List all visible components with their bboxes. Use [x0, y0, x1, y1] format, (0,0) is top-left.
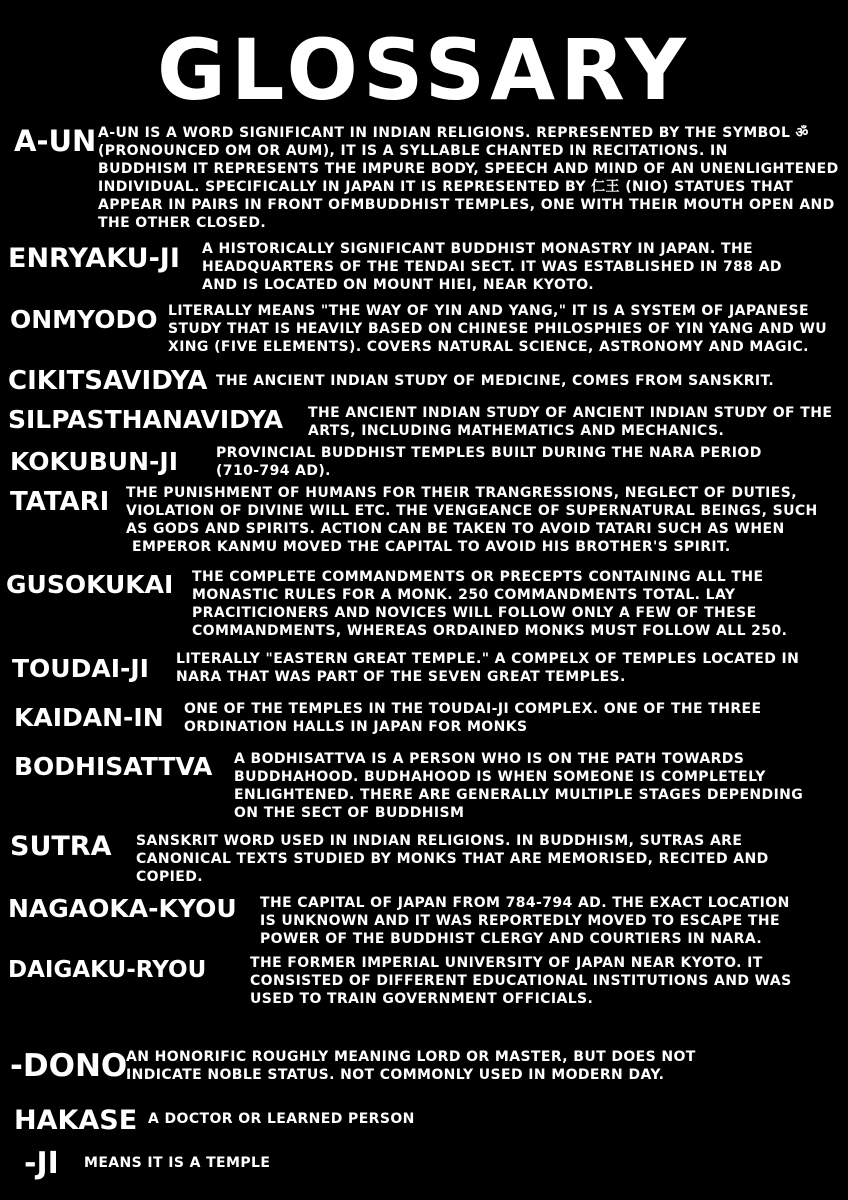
definition-line: PROVINCIAL BUDDHIST TEMPLES BUILT DURING THE NARA PERIOD: [216, 445, 762, 461]
definition-line: NARA THAT WAS PART OF THE SEVEN GREAT TEMPLES.: [176, 669, 626, 685]
definition-line: THE CAPITAL OF JAPAN FROM 784-794 AD. THE EXACT LOCATION: [260, 895, 790, 911]
entry-term: DAIGAKU-RYOU: [8, 957, 207, 983]
definition-line: COPIED.: [136, 869, 203, 885]
definition-line: AS GODS AND SPIRITS. ACTION CAN BE TAKEN TO AVOID TATARI SUCH AS WHEN: [126, 521, 785, 537]
entry-term: ENRYAKU-JI: [8, 243, 180, 274]
definition-line: INDIVIDUAL. SPECIFICALLY IN JAPAN IT IS REPRESENTED BY 仁王 (NIO) STATUES THAT: [98, 179, 794, 195]
definition-line: APPEAR IN PAIRS IN FRONT OFMBUDDHIST TEMPLES, ONE WITH THEIR MOUTH OPEN AND: [98, 197, 835, 213]
definition-line: ORDINATION HALLS IN JAPAN FOR MONKS: [184, 719, 528, 735]
definition-line: LITERALLY "EASTERN GREAT TEMPLE." A COMPELX OF TEMPLES LOCATED IN: [176, 651, 800, 667]
definition-line: ENLIGHTENED. THERE ARE GENERALLY MULTIPLE STAGES DEPENDING: [234, 787, 804, 803]
definition-line: A HISTORICALLY SIGNIFICANT BUDDHIST MONASTRY IN JAPAN. THE: [202, 241, 754, 257]
definition-line: (PRONOUNCED OM OR AUM), IT IS A SYLLABLE CHANTED IN RECITATIONS. IN: [98, 143, 728, 159]
definition-line: A-UN IS A WORD SIGNIFICANT IN INDIAN RELIGIONS. REPRESENTED BY THE SYMBOL ॐ: [98, 125, 809, 141]
definition-line: SANSKRIT WORD USED IN INDIAN RELIGIONS. IN BUDDHISM, SUTRAS ARE: [136, 833, 743, 849]
definition-line: AND IS LOCATED ON MOUNT HIEI, NEAR KYOTO.: [202, 277, 594, 293]
definition-line: CANONICAL TEXTS STUDIED BY MONKS THAT ARE MEMORISED, RECITED AND: [136, 851, 769, 867]
definition-line: BUDDHISM IT REPRESENTS THE IMPURE BODY, SPEECH AND MIND OF AN UNENLIGHTENED: [98, 161, 839, 177]
definition-line: THE ANCIENT INDIAN STUDY OF ANCIENT INDIAN STUDY OF THE: [308, 405, 833, 421]
entry-definition: [234, 750, 803, 822]
definition-line: STUDY THAT IS HEAVILY BASED ON CHINESE PHILOSPHIES OF YIN YANG AND WU: [168, 321, 828, 337]
definition-line: EMPEROR KANMU MOVED THE CAPITAL TO AVOID HIS BROTHER'S SPIRIT.: [132, 539, 731, 555]
entry-term: TOUDAI-JI: [12, 654, 149, 683]
definition-line: HEADQUARTERS OF THE TENDAI SECT. IT WAS ESTABLISHED IN 788 AD: [202, 259, 782, 275]
entry-definition: [192, 568, 787, 640]
definition-line: ARTS, INCLUDING MATHEMATICS AND MECHANICS.: [308, 423, 725, 439]
definition-line: INDICATE NOBLE STATUS. NOT COMMONLY USED IN MODERN DAY.: [126, 1067, 665, 1083]
definition-line: ONE OF THE TEMPLES IN THE TOUDAI-JI COMPLEX. ONE OF THE THREE: [184, 701, 762, 717]
entry-definition: [126, 484, 818, 556]
definition-line: MEANS IT IS A TEMPLE: [84, 1155, 271, 1171]
definition-line: THE OTHER CLOSED.: [98, 215, 267, 231]
entry-definition: [176, 650, 799, 686]
definition-line: BUDDHAHOOD. BUDHAHOOD IS WHEN SOMEONE IS COMPLETELY: [234, 769, 766, 785]
entry-definition: [260, 894, 790, 948]
entry-definition: [250, 954, 792, 1008]
definition-line: PRACITICIONERS AND NOVICES WILL FOLLOW ONLY A FEW OF THESE: [192, 605, 757, 621]
entry-term: KAIDAN-IN: [14, 703, 164, 732]
entry-term: HAKASE: [14, 1105, 138, 1136]
entry-definition: [216, 372, 774, 390]
entry-definition: [184, 700, 761, 736]
definition-line: THE FORMER IMPERIAL UNIVERSITY OF JAPAN NEAR KYOTO. IT: [250, 955, 763, 971]
definition-line: (710-794 AD).: [216, 463, 331, 479]
entry-term: CIKITSAVIDYA: [8, 366, 208, 396]
entry-term: A-UN: [14, 124, 97, 158]
definition-line: VIOLATION OF DIVINE WILL ETC. THE VENGEANCE OF SUPERNATURAL BEINGS, SUCH: [126, 503, 818, 519]
page-title: GLOSSARY: [156, 21, 692, 119]
definition-line: MONASTIC RULES FOR A MONK. 250 COMMANDMENTS TOTAL. LAY: [192, 587, 736, 603]
definition-line: THE PUNISHMENT OF HUMANS FOR THEIR TRANGRESSIONS, NEGLECT OF DUTIES,: [126, 485, 797, 501]
definition-line: THE ANCIENT INDIAN STUDY OF MEDICINE, COMES FROM SANSKRIT.: [216, 373, 775, 389]
entry-definition: [84, 1154, 270, 1172]
entry-term: SILPASTHANAVIDYA: [8, 405, 284, 434]
entry-definition: [216, 444, 762, 480]
entry-definition: [136, 832, 769, 886]
definition-line: POWER OF THE BUDDHIST CLERGY AND COURTIERS IN NARA.: [260, 931, 763, 947]
entry-term: KOKUBUN-JI: [10, 447, 178, 476]
definition-line: A DOCTOR OR LEARNED PERSON: [148, 1111, 415, 1127]
definition-line: AN HONORIFIC ROUGHLY MEANING LORD OR MASTER, BUT DOES NOT: [126, 1049, 696, 1065]
definition-line: THE COMPLETE COMMANDMENTS OR PRECEPTS CONTAINING ALL THE: [192, 569, 764, 585]
entry-definition: [308, 404, 832, 440]
entry-definition: [168, 302, 827, 356]
entry-term: ONMYODO: [10, 305, 158, 334]
definition-line: COMMANDMENTS, WHEREAS ORDAINED MONKS MUST FOLLOW ALL 250.: [192, 623, 788, 639]
entry-term: BODHISATTVA: [14, 752, 213, 781]
definition-line: CONSISTED OF DIFFERENT EDUCATIONAL INSTITUTIONS AND WAS: [250, 973, 792, 989]
entry-definition: [202, 240, 782, 294]
entry-definition: [126, 1048, 696, 1084]
entry-term: -JI: [24, 1146, 59, 1181]
definition-line: USED TO TRAIN GOVERNMENT OFFICIALS.: [250, 991, 594, 1007]
entry-term: SUTRA: [10, 831, 112, 862]
entry-term: -DONO: [10, 1048, 128, 1084]
entry-term: GUSOKUKAI: [6, 570, 174, 599]
entry-definition: [98, 124, 839, 232]
entry-term: NAGAOKA-KYOU: [8, 894, 237, 923]
definition-line: LITERALLY MEANS "THE WAY OF YIN AND YANG," IT IS A SYSTEM OF JAPANESE: [168, 303, 809, 319]
definition-line: ON THE SECT OF BUDDHISM: [234, 805, 465, 821]
definition-line: IS UNKNOWN AND IT WAS REPORTEDLY MOVED TO ESCAPE THE: [260, 913, 780, 929]
definition-line: A BODHISATTVA IS A PERSON WHO IS ON THE PATH TOWARDS: [234, 751, 745, 767]
entry-term: TATARI: [10, 487, 110, 517]
definition-line: XING (FIVE ELEMENTS). COVERS NATURAL SCIENCE, ASTRONOMY AND MAGIC.: [168, 339, 809, 355]
entry-definition: [148, 1110, 415, 1128]
